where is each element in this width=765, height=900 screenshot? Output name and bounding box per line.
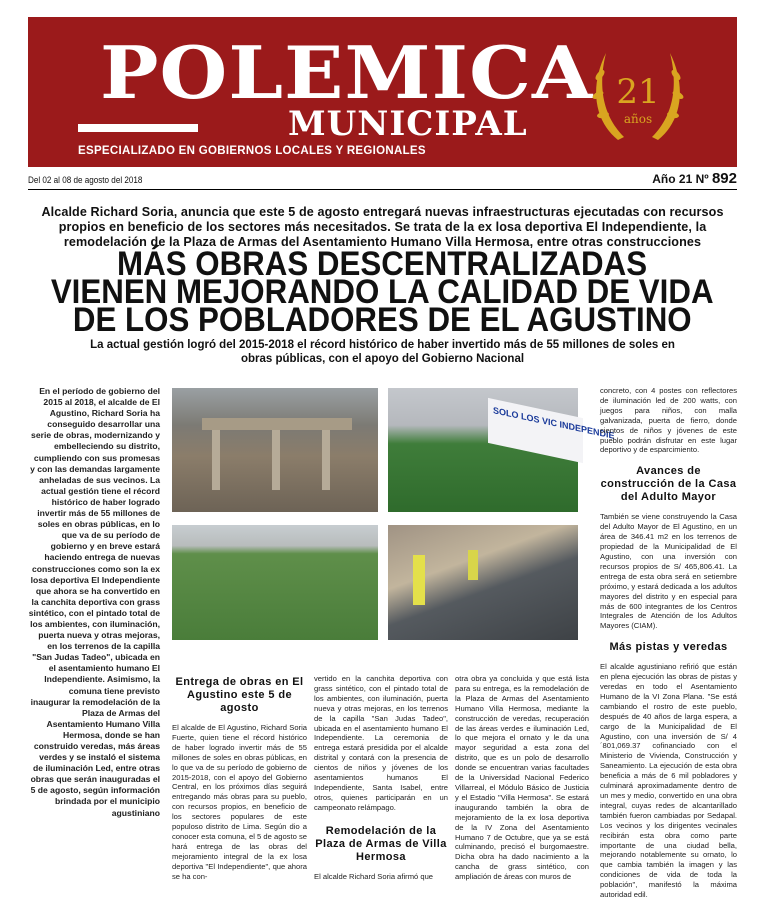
article-text: También se viene construyendo la Casa del Adulto Mayor de El Agustino, en un área de 346.41 m2 en los terrenos de propiedad de la Municipalidad de El Agustino, con una inversión con recursos propios de S/ 465,806.41. La entrega de esta obra será en setiembre próximo, y estará dedicada a los adultos mayores del distrito y en especial para más de 600 integrantes de los Centros Integrales de Atención de los Adultos Mayores (CIAM). (600, 512, 737, 631)
logo-bar (78, 124, 198, 132)
article-heading: Remodelación de la Plaza de Armas de Villa Hermosa (315, 824, 447, 863)
photo-construction-site (172, 388, 378, 512)
article-column-3 (455, 674, 589, 882)
photo-plaza-grass (172, 525, 378, 640)
article-text: El alcalde agustiniano refirió que están en plena ejecución las obras de pistas y veredas en todo el Asentamiento Humano de la VI Zona Plana. "Se está cambiando el rostro de este pueblo, después de 40 años de larga espera, a cargo de la Municipalidad de El Agustino, con una inversión de S/ 4´801,069.37 cofinanciado con el Ministerio de Vivienda, Construcción y Saneamiento. La ejecución de esta obra beneficia a más de 6 mil pobladores y culminará aproximadamente dentro de un mes y medio, convertido en una obra integral, cuyas redes de alcantarillado también fueron cambiadas por Sedapal. Los vecinos y los dirigentes vecinales recibirán esta obra como parte importante de una ciudad bella, mejorando notablemente su ornato, lo que cambia también la imagen y las condiciones de vida de toda la población", manifestó la máxima autoridad edil. (600, 662, 737, 900)
photo-synthetic-field (388, 388, 615, 512)
headline-line: VIENEN MEJORANDO LA CALIDAD DE VIDA (51, 273, 714, 311)
subdeck: La actual gestión logró del 2015-2018 el récord histórico de haber invertido más de 55 millones de soles en obras públicas, con el apoyo del Gobierno Nacional (90, 339, 675, 365)
issue-number (652, 170, 737, 187)
article-column-4 (600, 386, 737, 900)
logo-title-top: POLEMICA (100, 30, 594, 115)
article-heading: Entrega de obras en El Agustino este 5 de agosto (175, 676, 304, 714)
logo-title-bottom: MUNICIPAL (288, 104, 528, 144)
dateline: Del 02 al 08 de agosto del 2018 (28, 175, 143, 185)
anniversary-label: años (623, 112, 653, 126)
issue-label: Año 21 Nº (652, 172, 709, 186)
article-text: El alcalde Richard Soria afirmó que (314, 871, 434, 881)
article-text: vertido en la canchita deportiva con grass sintético, con el pintado total de los ambientes, con iluminación, puerta nueva y otras mejoras, en los terrenos de la capilla "San Judas Tadeo", ubicada en el asentamiento humano El Independiente. La ceremonia de entrega estará presidida por el alcalde distrital y contará con la presencia de cientos de niños y jóvenes de los asentamientos humanos El Independiente, Santa Isabel, entre otros, quienes participarán en un campeonato relámpago. (314, 674, 448, 812)
article-text: concreto, con 4 postes con reflectores de iluminación led de 200 watts, con juegos para niños, con malla galvanizada, puerta de fierro, donde cientos de niños y jóvenes de este pueblo podrán disfrutar en este lugar deportivo y de esparcimiento. (600, 386, 737, 455)
article-column-1 (172, 676, 307, 882)
article-text: El alcalde de El Agustino, Richard Soria Fuerte, quien tiene el récord histórico de haber logrado invertir más de 55 millones de soles en obras públicas, en lo que va de su período de gobierno de 2015-2018, con el apoyo del Gobierno Central, en los próximos días seguirá entregando más obras para su pueblo, con recursos propios, en beneficio de los sectores populares de este populoso distrito de Lima. Según dio a conocer esta comuna, el 5 de agosto se hará entrega de las obras del mejoramiento integral de la ex losa deportiva "El Independiente", que ahora se ha con- (172, 723, 307, 881)
headline-line: DE LOS POBLADORES DE EL AGUSTINO (73, 301, 692, 339)
headline (10, 245, 755, 339)
photo-street-paving (388, 525, 578, 640)
anniversary-number: 21 (616, 72, 660, 112)
article-heading: Avances de construcción de la Casa del Adulto Mayor (600, 465, 737, 504)
issue-value: 892 (711, 170, 737, 187)
article-heading: Más pistas y veredas (609, 641, 728, 654)
masthead-banner (28, 17, 737, 167)
deck: Alcalde Richard Soria, anuncia que este 5 de agosto entregará nuevas infraestructuras ejecutadas con recursos propios en beneficio de los sectores más necesitados. Se trata de la ex losa deportiva El Independiente, la remodelación de la Plaza de Armas del Asentamiento Humano Villa Hermosa, entre otras construcciones (41, 205, 724, 249)
divider (28, 189, 737, 190)
photo-banner-text: SOLO LOS VIC INDEPENDIE (493, 405, 615, 441)
tagline: ESPECIALIZADO EN GOBIERNOS LOCALES Y REGIONALES (78, 145, 426, 157)
article-column-2 (314, 674, 448, 882)
lead-paragraph: En el período de gobierno del 2015 al 2018, el alcalde de El Agustino, Richard Soria ha conseguido desarrollar una serie de obras, modernizando y embelleciendo su distrito, cumpliendo con sus promesas y con las demandas largamente anheladas de sus vecinos. La actual gestión tiene el récord histórico de haber logrado invertir más de 55 millones de soles en obras públicas, en lo que va de su período de gobierno y en breve estará haciendo entrega de nuevas construcciones como son la ex losa deportiva El Independiente que ahora se ha convertido en la canchita deportiva con grass sintético, con el pintado total de los ambientes, con iluminación, puerta nueva y otras mejoras, en los terrenos de la capilla "San Judas Tadeo", ubicada en el asentamiento humano El Independiente. Asimismo, la comuna tiene previsto inaugurar la remodelación de la Plaza de Armas del Asentamiento Humano Villa Hermosa, donde se han construido veredas, más áreas verdes y se instaló el sistema de iluminación Led, entre otras obras que serán inauguradas el 5 de agosto, según información brindada por el municipio agustiniano (28, 386, 160, 818)
headline-line: MÁS OBRAS DESCENTRALIZADAS (117, 245, 648, 283)
laurel-wreath-icon (588, 45, 688, 145)
article-text: otra obra ya concluida y que está lista para su entrega, es la remodelación de la Plaza de Armas del Asentamiento Humano Villa Hermosa, mediante la construcción de veredas, recuperación de las áreas verdes e iluminación Led, lo que mejora el ornato y le da una mayor seguridad a esta zona del distrito, que es un polo de desarrollo donde se encuentran varias facultades de la Universidad Nacional Federico Villarreal, el Módulo Básico de Justicia y el Estadio "Villa Hermosa". Se estará inaugurando también la obra de mejoramiento de la ex losa deportiva de la IV Zona del Asentamiento Humano 7 de Octubre, que ya se está culminando, precisó el burgomaestre. Dicha obra ha dado nacimiento a la cancha de grass sintético, con ampliación de áreas con muros de (455, 674, 589, 882)
